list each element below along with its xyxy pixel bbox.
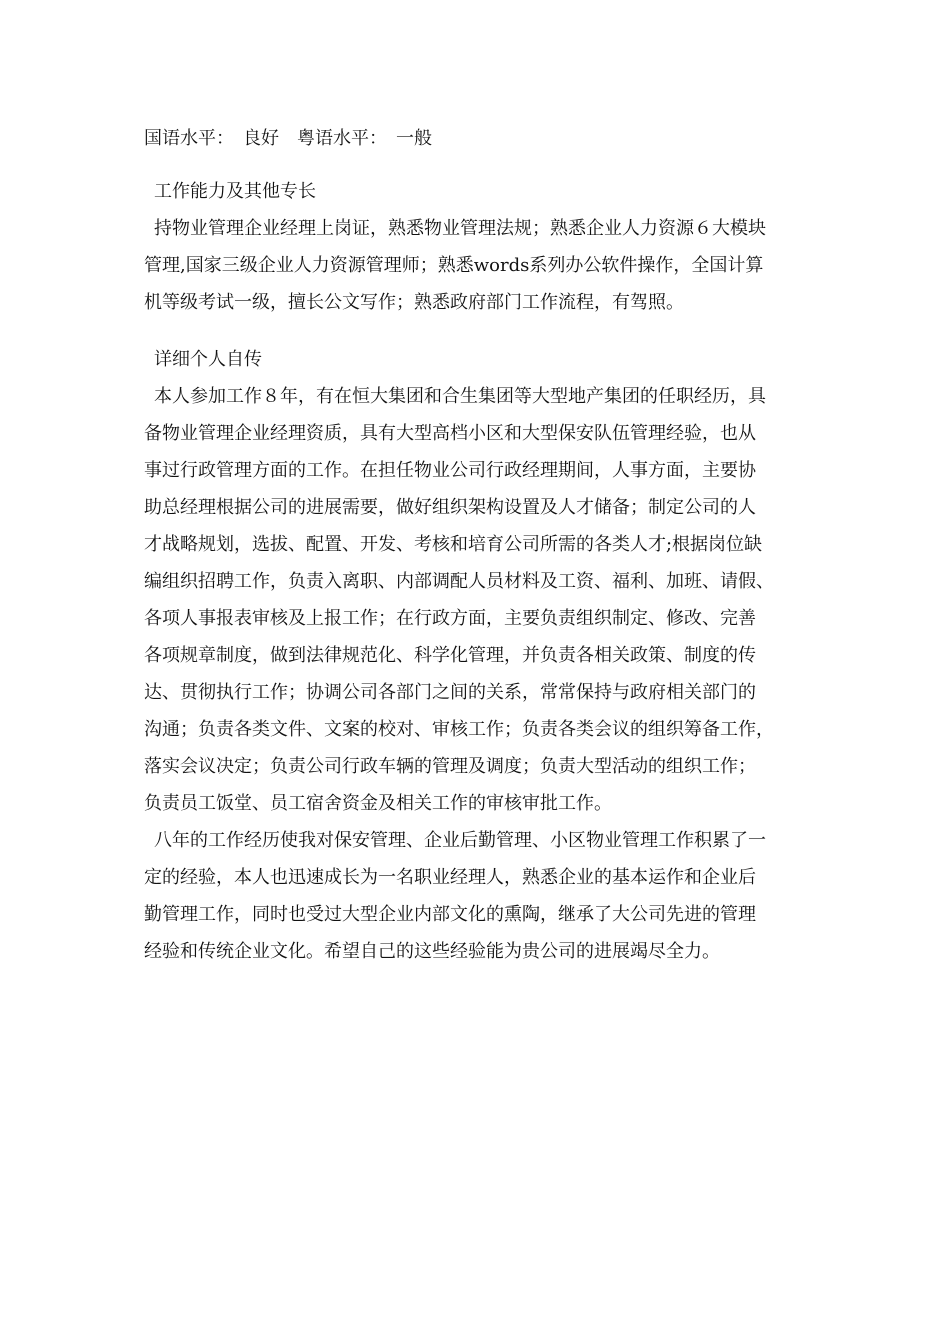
bio-paragraph-line: 事过行政管理方面的工作。在担任物业公司行政经理期间，人事方面，主要协	[144, 460, 756, 481]
bio-paragraph-line: 备物业管理企业经理资质，具有大型高档小区和大型保安队伍管理经验，也从	[144, 423, 756, 444]
skills-heading: 工作能力及其他专长	[154, 181, 316, 202]
bio-paragraph-line: 才战略规划，选拔、配置、开发、考核和培育公司所需的各类人才;根据岗位缺	[144, 534, 763, 555]
language-level-line: 国语水平： 良好 粤语水平： 一般	[144, 128, 432, 149]
bio-paragraph-line: 经验和传统企业文化。希望自己的这些经验能为贵公司的进展竭尽全力。	[144, 941, 720, 962]
bio-section	[144, 341, 809, 970]
bio-paragraph-line: 八年的工作经历使我对保安管理、企业后勤管理、小区物业管理工作积累了一	[154, 830, 766, 851]
section-gap	[144, 321, 809, 341]
bio-paragraph-line: 各项人事报表审核及上报工作；在行政方面，主要负责组织制定、修改、完善	[144, 608, 756, 629]
bio-paragraph-line: 沟通；负责各类文件、文案的校对、审核工作；负责各类会议的组织筹备工作，	[144, 719, 774, 740]
bio-heading: 详细个人自传	[154, 349, 262, 370]
bio-paragraph-line: 落实会议决定；负责公司行政车辆的管理及调度；负责大型活动的组织工作；	[144, 756, 756, 777]
resume-page	[144, 120, 809, 970]
skills-line: 机等级考试一级，擅长公文写作；熟悉政府部门工作流程，有驾照。	[144, 292, 684, 313]
skills-section	[144, 173, 809, 321]
bio-paragraph-line: 勤管理工作，同时也受过大型企业内部文化的熏陶，继承了大公司先进的管理	[144, 904, 756, 925]
bio-paragraph-line: 负责员工饭堂、员工宿舍资金及相关工作的审核审批工作。	[144, 793, 612, 814]
bio-paragraph-line: 各项规章制度，做到法律规范化、科学化管理，并负责各相关政策、制度的传	[144, 645, 756, 666]
bio-paragraph-line: 达、贯彻执行工作；协调公司各部门之间的关系，常常保持与政府相关部门的	[144, 682, 756, 703]
bio-paragraph-line: 定的经验，本人也迅速成长为一名职业经理人，熟悉企业的基本运作和企业后	[144, 867, 756, 888]
skills-line: 持物业管理企业经理上岗证，熟悉物业管理法规；熟悉企业人力资源６大模块	[154, 218, 766, 239]
bio-paragraph-line: 编组织招聘工作，负责入离职、内部调配人员材料及工资、福利、加班、请假、	[144, 571, 774, 592]
bio-paragraph-line: 助总经理根据公司的进展需要，做好组织架构设置及人才储备；制定公司的人	[144, 497, 756, 518]
skills-line: 管理,国家三级企业人力资源管理师；熟悉words系列办公软件操作，全国计算	[144, 255, 764, 276]
bio-paragraph-line: 本人参加工作８年，有在恒大集团和合生集团等大型地产集团的任职经历，具	[154, 386, 766, 407]
